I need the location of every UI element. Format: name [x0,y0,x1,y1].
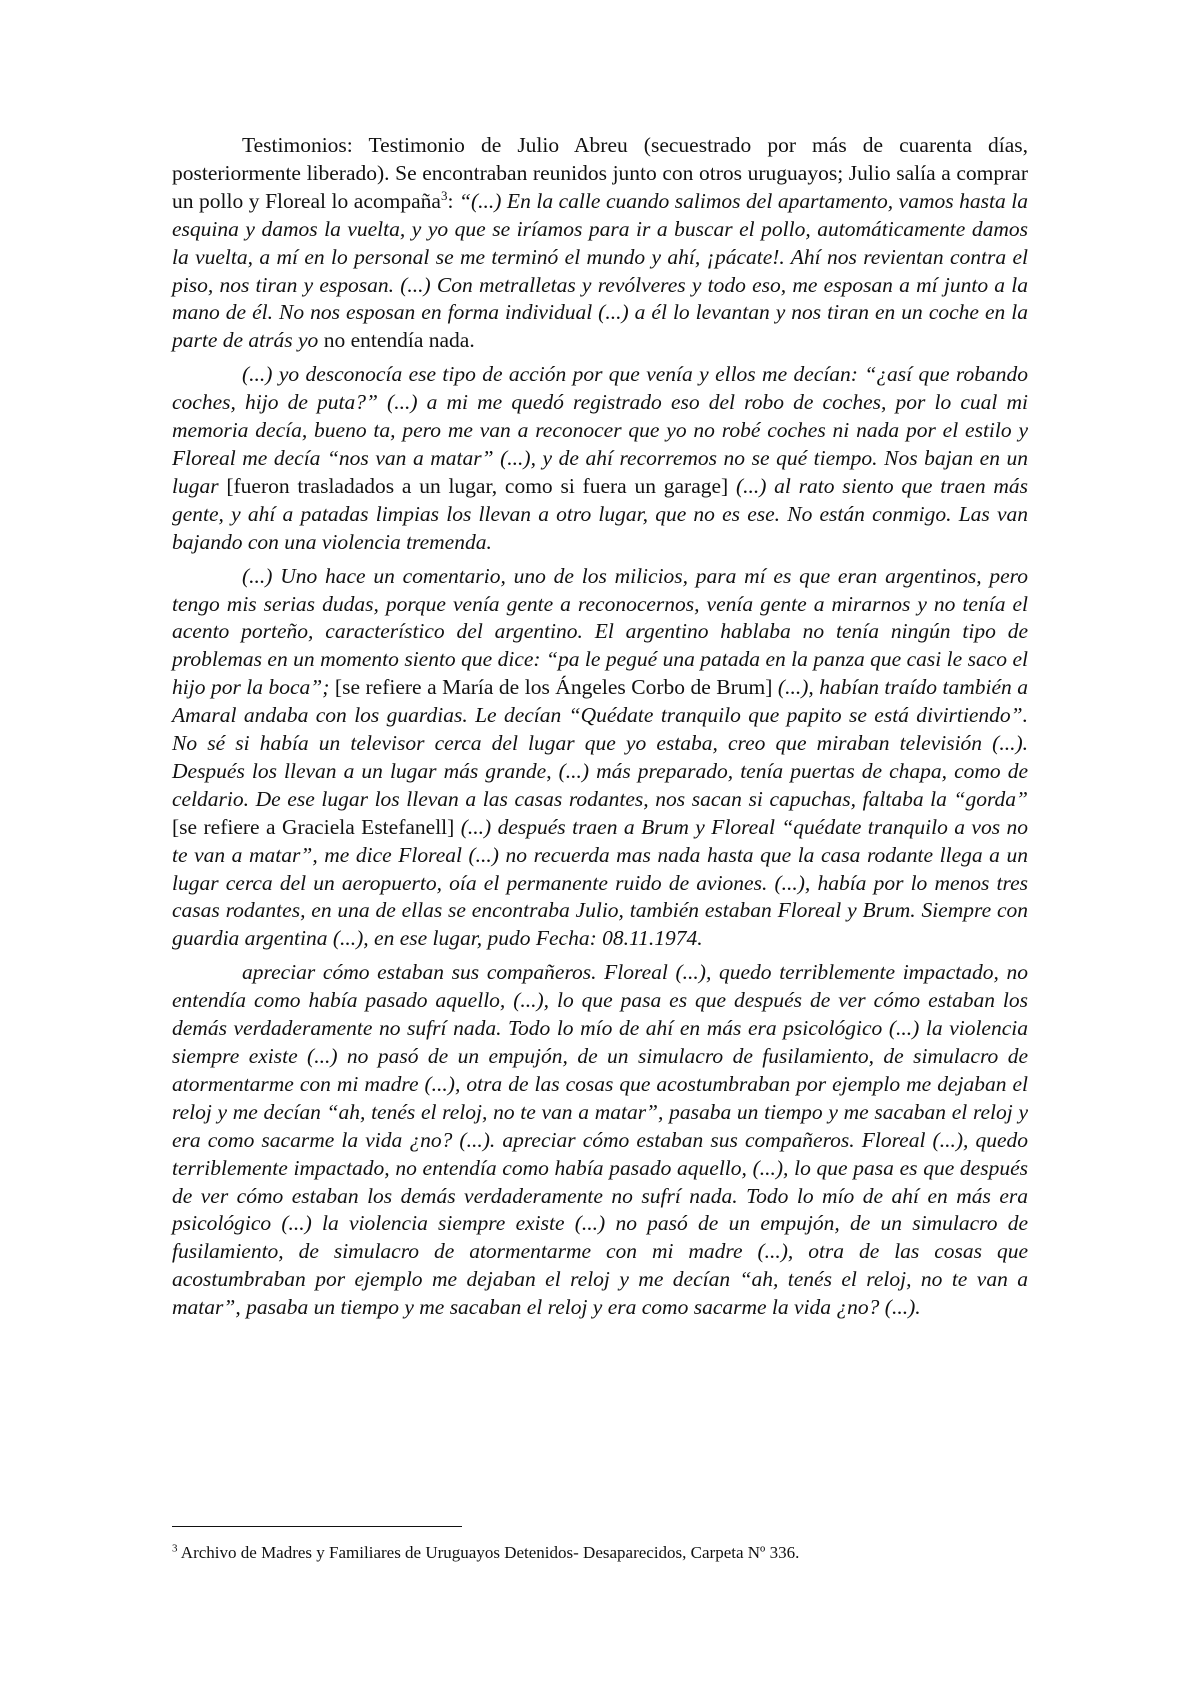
text-segment: : [447,188,459,213]
footnote [172,1542,1072,1564]
text-segment: Testimonios: Testimonio de Julio Abreu (secuestrado por más de cuarenta días, posteriormente liberado). Se encontraban reunidos junto con otros uruguayos; Julio salía a comprar un pollo y Floreal lo acompaña [172,133,1028,213]
paragraph-2 [172,361,1028,556]
quote-segment: “(...) En la calle cuando salimos del apartamento, vamos hasta la esquina y damos la vuelta, y yo que se iríamos para ir a buscar el pollo, automáticamente damos la vuelta, a mí en lo personal se me terminó el mundo y ahí, ¡pácate!. Ahí nos revientan contra el piso, nos tiran y esposan. (...) Con metralletas y revólveres y todo eso, me esposan a mí junto a la mano de él. No nos esposan en forma individual (...) a él lo levantan y nos tiran en un coche en la parte de atrás yo [172,188,1028,353]
paragraph-1 [172,132,1028,355]
body-text [172,132,1028,1328]
editorial-note: [se refiere a María de los Ángeles Corbo de Brum] [329,675,778,700]
footnote-number: 3 [172,1542,178,1555]
quote-segment: (...) yo desconocía ese tipo de acción por que venía y ellos me decían: “¿así que robando coches, hijo de puta?” (...) a mi me quedó registrado eso del robo de coches, por lo cual mi memoria decía, bueno ta, pero me van a reconocer que yo no robé coches ni nada por el estilo y Floreal me decía “nos van a matar” (...), y de ahí recorremos no se qué tiempo. Nos bajan en un lugar [172,362,1028,498]
text-segment: , [546,758,559,783]
paragraph-4 [172,959,1028,1322]
footnote-reference: 3 [440,187,448,203]
quote-segment: (...), habían traído también a Amaral andaba con los guardias. Le decían “Quédate tranquilo que papito se está divirtiendo”. No sé si había un televisor cerca del lugar que yo estaba, creo que miraban televisión (...). Después los llevan a un lugar más grande [172,675,1029,783]
footnote-text: Archivo de Madres y Familiares de Uruguayos Detenidos- Desaparecidos, Carpeta Nº 336. [177,1543,800,1562]
quote-segment: (...) después traen a Brum y Floreal “quédate tranquilo a vos no te van a matar”, me dice Floreal (...) no recuerda mas nada hasta que la casa rodante llega a un lugar cerca del un aeropuerto, oía el permanente ruido de aviones. (...), había por lo menos tres casas rodantes, en una de ellas se encontraba Julio, también estaban Floreal y Brum. Siempre con guardia argentina (...), en ese lugar, pudo Fecha: 08.11.1974. [172,814,1028,951]
quote-segment: (...) al rato siento que traen más gente, y ahí a patadas limpias los llevan a otro lugar, que no es ese. No están conmigo. Las van bajando con una violencia tremenda. [172,473,1029,554]
text-segment: no entendía nada. [318,328,475,353]
footnote-separator [172,1526,462,1527]
quote-segment: apreciar cómo estaban sus compañeros. Floreal (...), quedo terriblemente impactado, no entendía como había pasado aquello, (...), lo que pasa es que después de ver cómo estaban los demás verdaderamente no sufrí nada. Todo lo mío de ahí en más era psicológico (...) la violencia siempre existe (...) no pasó de un empujón, de un simulacro de fusilamiento, de simulacro de atormentarme con mi madre (...), otra de las cosas que acostumbraban por ejemplo me dejaban el reloj y me decían “ah, tenés el reloj, no te van a matar”, pasaba un tiempo y me sacaban el reloj y era como sacarme la vida ¿no? (...). apreciar cómo estaban sus compañeros. Floreal (...), quedo terriblemente impactado, no entendía como había pasado aquello, (...), lo que pasa es que después de ver cómo estaban los demás verdaderamente no sufrí nada. Todo lo mío de ahí en más era psicológico (...) la violencia siempre existe (...) no pasó de un empujón, de un simulacro de fusilamiento, de simulacro de atormentarme con mi madre (...), otra de las cosas que acostumbraban por ejemplo me dejaban el reloj y me decían “ah, tenés el reloj, no te van a matar”, pasaba un tiempo y me sacaban el reloj y era como sacarme la vida ¿no? (...). [172,960,1028,1320]
editorial-note: [fueron trasladados a un lugar, como si fuera un garage] [218,473,736,498]
editorial-note: [se refiere a Graciela Estefanell] [172,814,461,839]
quote-segment: (...) Uno hace un comentario, uno de los milicios, para mí es que eran argentinos, pero tengo mis serias dudas, porque venía gente a reconocernos, venía gente a mirarnos y no tenía el acento porteño, característico del argentino. El argentino hablaba no tenía ningún tipo de problemas en un momento siento que dice: “pa le pegué una patada en la panza que casi le saco el hijo por la boca”; [172,563,1028,700]
paragraph-3 [172,563,1028,954]
quote-segment: (...) más preparado, tenía puertas de chapa, como de celdario. De ese lugar los llevan a las casas rodantes, nos sacan si capuchas, faltaba la “gorda” [172,758,1028,811]
